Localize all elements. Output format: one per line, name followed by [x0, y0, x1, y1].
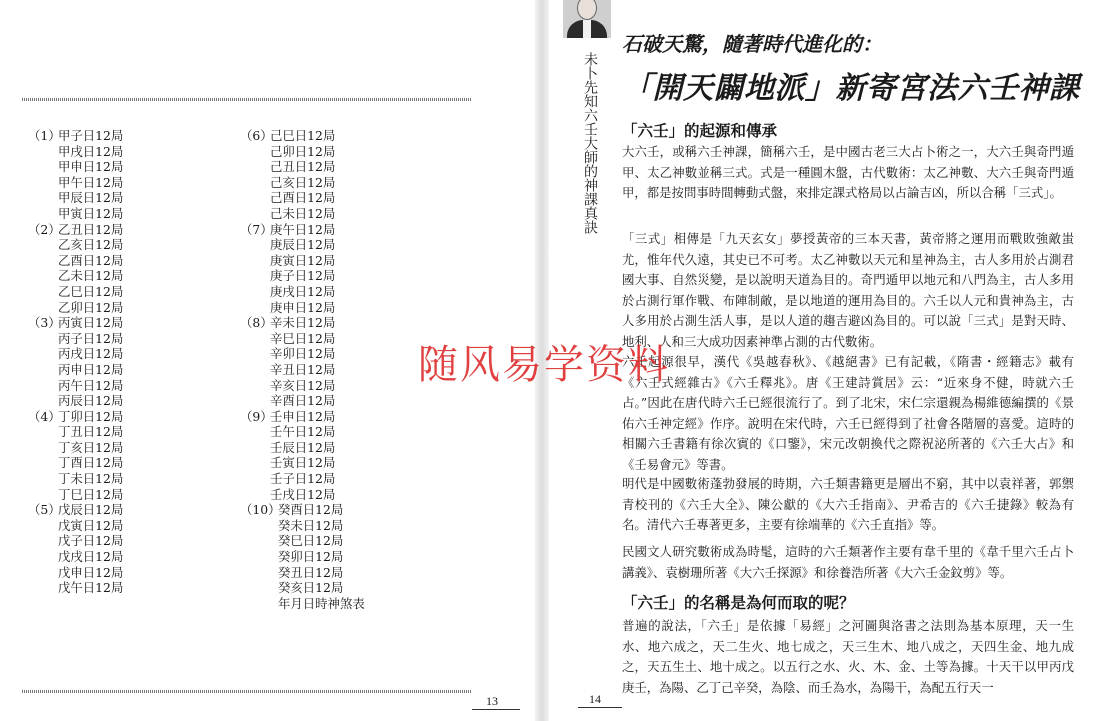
list-item: 庚寅日12局 — [270, 252, 336, 268]
list-item: 己未日12局 — [270, 205, 336, 221]
list-item: 乙巳日12局 — [58, 283, 124, 299]
page-number-underline-right — [578, 707, 622, 708]
list-item: 戊戌日12局 — [58, 549, 124, 565]
list-item: 辛酉日12局 — [270, 393, 336, 409]
list-item: 乙未日12局 — [58, 268, 124, 284]
group-items — [58, 409, 123, 503]
list-group — [28, 502, 123, 596]
list-item: 壬申日12局 — [270, 408, 336, 424]
list-item: 乙酉日12局 — [58, 252, 124, 268]
list-item: 年月日時神煞表 — [278, 595, 365, 611]
list-item: 庚申日12局 — [270, 299, 336, 315]
list-item: 壬子日12局 — [270, 471, 336, 487]
list-item: 丁亥日12局 — [58, 439, 124, 455]
group-items — [58, 222, 123, 316]
list-item: 丁卯日12局 — [58, 408, 124, 424]
list-item: 甲子日12局 — [58, 128, 124, 143]
list-item: 庚戌日12局 — [270, 283, 336, 299]
group-items — [58, 502, 123, 596]
list-item: 辛巳日12局 — [270, 330, 336, 346]
headline-main: 「開天闢地派」新寄宮法六壬神課 — [622, 71, 1080, 106]
list-item: 戊申日12局 — [58, 564, 124, 580]
list-item: 甲申日12局 — [58, 159, 124, 175]
list-group — [240, 222, 365, 316]
group-number: （9） — [240, 408, 273, 424]
photo-shirt — [583, 20, 591, 38]
list-item: 己酉日12局 — [270, 190, 336, 206]
group-number: （10） — [240, 502, 281, 518]
list-item: 辛亥日12局 — [270, 377, 336, 393]
paragraph-5: 民國文人研究數術成為時髦，這時的六壬類著作主要有韋千里的《韋千里六壬占卜講義》、袁樹珊所著《大六壬探源》和徐養浩所著《大六壬金鈫剪》等。 — [622, 544, 1074, 580]
list-item: 丙戌日12局 — [58, 346, 124, 362]
list-item: 癸亥日12局 — [278, 580, 344, 596]
section-heading-name: 「六壬」的名稱是為何而取的呢？ — [622, 594, 855, 612]
watermark-text: 随风易学资料 — [418, 342, 670, 388]
list-item: 乙亥日12局 — [58, 237, 124, 253]
list-group — [28, 409, 123, 503]
group-number: （1） — [28, 128, 61, 143]
list-item: 癸酉日12局 — [278, 502, 344, 518]
list-item: 丙辰日12局 — [58, 393, 124, 409]
group-items — [270, 409, 335, 503]
group-number: （3） — [28, 315, 61, 331]
page-number-left: 13 — [486, 694, 498, 708]
list-column-2 — [240, 128, 365, 611]
list-item: 壬辰日12局 — [270, 439, 336, 455]
list-group — [28, 222, 123, 316]
list-item: 庚午日12局 — [270, 221, 336, 237]
list-item: 乙丑日12局 — [58, 221, 124, 237]
group-number: （5） — [28, 502, 61, 518]
list-group — [28, 128, 123, 222]
list-item: 癸卯日12局 — [278, 549, 344, 565]
list-item: 庚子日12局 — [270, 268, 336, 284]
list-item: 丙子日12局 — [58, 330, 124, 346]
list-group — [240, 128, 365, 222]
list-item: 甲午日12局 — [58, 174, 124, 190]
group-items — [58, 315, 123, 409]
page-number-right: 14 — [589, 692, 601, 706]
paragraph-6: 普遍的說法，「六壬」是依據「易經」之河圖與洛書之法則為基本原理，天一生水、地六成之，天二生火、地七成之，天三生木、地八成之，天四生金、地九成之，天五生土、地十成之。以五行之水、火、木、金、土等為據。十天干以甲丙戊庚壬，為陽、乙丁己辛癸，為陰、而壬為水，為陽干，為配五行天一 — [622, 618, 1074, 695]
vertical-book-title: 未卜先知六壬大師的神課真訣 — [582, 52, 598, 234]
list-item: 癸巳日12局 — [278, 533, 344, 549]
photo-face — [577, 0, 597, 20]
list-item: 甲戌日12局 — [58, 143, 124, 159]
list-item: 甲寅日12局 — [58, 205, 124, 221]
paragraph-3: 六壬起源很早，漢代《吳越春秋》、《越絕書》已有記載，《隋書・經籍志》載有《六壬式經雜古》《六壬釋兆》。唐《王建詩賞居》云：“近來身不健，時就六壬占。”因此在唐代時六壬已經很流行了。到了北宋，宋仁宗還親為楊維德編撰的《景佑六壬神定經》作序。說明在宋代時，六壬已經得到了社會各階層的喜愛。這時的相關六壬書籍有徐次賓的《口鑒》，宋元改朝換代之際祝泌所著的《六壬大占》和《壬易會元》等書。 — [622, 354, 1074, 472]
list-item: 庚辰日12局 — [270, 237, 336, 253]
list-item: 己巳日12局 — [270, 128, 336, 143]
paragraph-2: 「三式」相傳是「九天玄女」夢授黃帝的三本天書，黃帝將之運用而戰敗強敵蚩尤，惟年代久遠，其史已不可考。太乙神數以天元和星神為主，古人多用於占測君國大事、自然災變，是以說明天道為目的。奇門遁甲以地元和八門為主，古人多用於占測行軍作戰、布陣制敵，是以地道的運用為目的。六壬以人元和貴神為主，古人多用於占測生活人事，是以人道的趨吉避凶為目的。可以說「三式」是對天時、地利、人和三大成功因素神準占測的古代數術。 — [622, 231, 1074, 349]
list-item: 丁巳日12局 — [58, 486, 124, 502]
list-item: 辛卯日12局 — [270, 346, 336, 362]
group-items — [278, 502, 365, 611]
list-group — [240, 315, 365, 409]
group-number: （6） — [240, 128, 273, 143]
list-item: 癸丑日12局 — [278, 564, 344, 580]
list-item: 丁未日12局 — [58, 471, 124, 487]
group-number: （4） — [28, 408, 61, 424]
list-item: 己卯日12局 — [270, 143, 336, 159]
top-dashed-rule — [22, 98, 472, 101]
paragraph-1: 大六壬，或稱六壬神課，簡稱六壬，是中國古老三大占卜術之一，大六壬與奇門遁甲、太乙神數並稱三式。式是一種圓木盤，古代數術：太乙神數、大六壬與奇門遁甲，都是按問事時間轉動式盤，來排定課式格局以占論吉凶，所以合稱「三式」。 — [622, 144, 1074, 201]
list-item: 丁丑日12局 — [58, 424, 124, 440]
list-group — [28, 315, 123, 409]
list-item: 癸未日12局 — [278, 517, 344, 533]
group-items — [270, 315, 335, 409]
list-item: 丁酉日12局 — [58, 455, 124, 471]
list-item: 己丑日12局 — [270, 159, 336, 175]
paragraph-4: 明代是中國數術蓬勃發展的時期，六壬類書籍更是層出不窮，其中以袁祥著，郭禦青校刊的《六壬大全》、陳公獻的《大六壬指南》、尹希吉的《六壬捷錄》較為有名。清代六壬專著更多，主要有徐端華的《六壬直指》等。 — [622, 476, 1074, 533]
list-group — [240, 409, 365, 503]
group-number: （2） — [28, 221, 61, 237]
section-heading-origin: 「六壬」的起源和傳承 — [622, 122, 778, 140]
list-item: 壬戌日12局 — [270, 486, 336, 502]
list-item: 己亥日12局 — [270, 174, 336, 190]
group-items — [270, 128, 335, 222]
group-items — [58, 128, 123, 222]
list-item: 丙申日12局 — [58, 361, 124, 377]
group-number: （7） — [240, 221, 273, 237]
bottom-dashed-rule — [22, 690, 472, 693]
list-item: 壬午日12局 — [270, 424, 336, 440]
list-item: 戊午日12局 — [58, 580, 124, 596]
list-item: 壬寅日12局 — [270, 455, 336, 471]
list-item: 戊寅日12局 — [58, 517, 124, 533]
list-item: 辛丑日12局 — [270, 361, 336, 377]
list-group — [240, 502, 365, 611]
list-item: 戊辰日12局 — [58, 502, 124, 518]
headline-subtitle: 石破天驚，隨著時代進化的： — [622, 32, 882, 56]
group-number: （8） — [240, 315, 273, 331]
list-item: 乙卯日12局 — [58, 299, 124, 315]
group-items — [270, 222, 335, 316]
list-item: 丙午日12局 — [58, 377, 124, 393]
list-item: 丙寅日12局 — [58, 315, 124, 331]
list-item: 戊子日12局 — [58, 533, 124, 549]
list-column-1 — [28, 128, 123, 596]
page-number-underline — [472, 709, 520, 710]
author-photo — [563, 0, 611, 38]
list-item: 甲辰日12局 — [58, 190, 124, 206]
list-item: 辛未日12局 — [270, 315, 336, 331]
